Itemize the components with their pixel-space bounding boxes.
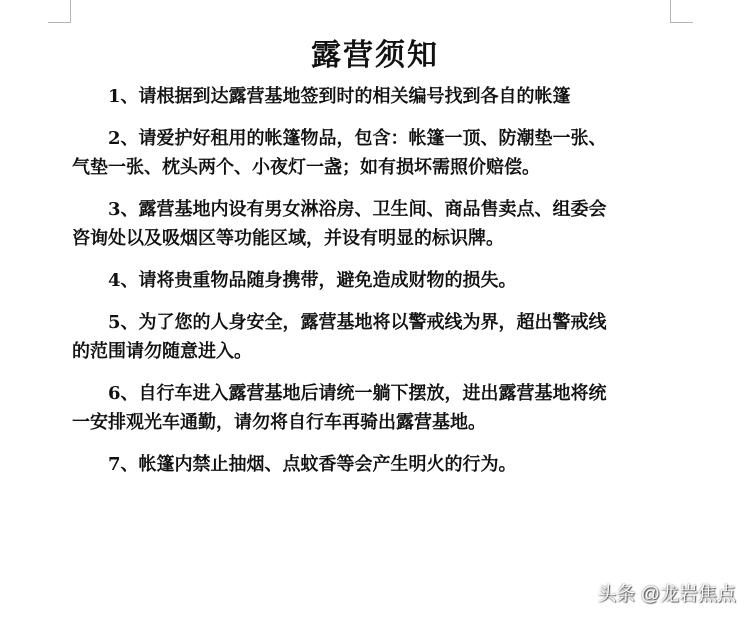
paragraph-line: 气垫一张、枕头两个、小夜灯一盏；如有损坏需照价赔偿。 [72,157,540,178]
paragraph-line: 的范围请勿随意进入。 [72,341,252,362]
paragraph-line: 4、请将贵重物品随身携带，避免造成财物的损失。 [108,270,517,291]
paragraph-line: 5、为了您的人身安全，露营基地将以警戒线为界，超出警戒线 [108,312,607,333]
paragraph-line: 2、请爱护好租用的帐篷物品，包含：帐篷一顶、防潮垫一张、 [108,128,607,149]
rule-paragraph-5 [72,308,682,366]
paragraph-line: 6、自行车进入露营基地后请统一躺下摆放，进出露营基地将统 [108,383,607,404]
document-body [72,82,682,492]
paragraph-line: 一安排观光车通勤，请勿将自行车再骑出露营基地。 [72,412,486,433]
rule-paragraph-1 [72,82,682,111]
rule-paragraph-4 [72,266,682,295]
paragraph-line: 7、帐篷内禁止抽烟、点蚊香等会产生明火的行为。 [108,454,517,475]
paragraph-line: 咨询处以及吸烟区等功能区域，并设有明显的标识牌。 [72,228,504,249]
page-corner-mark-right [670,0,693,23]
paragraph-line: 1、请根据到达露营基地签到时的相关编号找到各自的帐篷 [108,86,571,107]
document-title: 露营须知 [311,38,439,73]
paragraph-line: 3、露营基地内设有男女淋浴房、卫生间、商品售卖点、组委会 [108,199,607,220]
rule-paragraph-7 [72,450,682,479]
watermark: 头条 @龙岩焦点 [597,584,736,605]
rule-paragraph-2 [72,124,682,182]
rule-paragraph-6 [72,379,682,437]
rule-paragraph-3 [72,195,682,253]
page-corner-mark-left [48,0,71,23]
